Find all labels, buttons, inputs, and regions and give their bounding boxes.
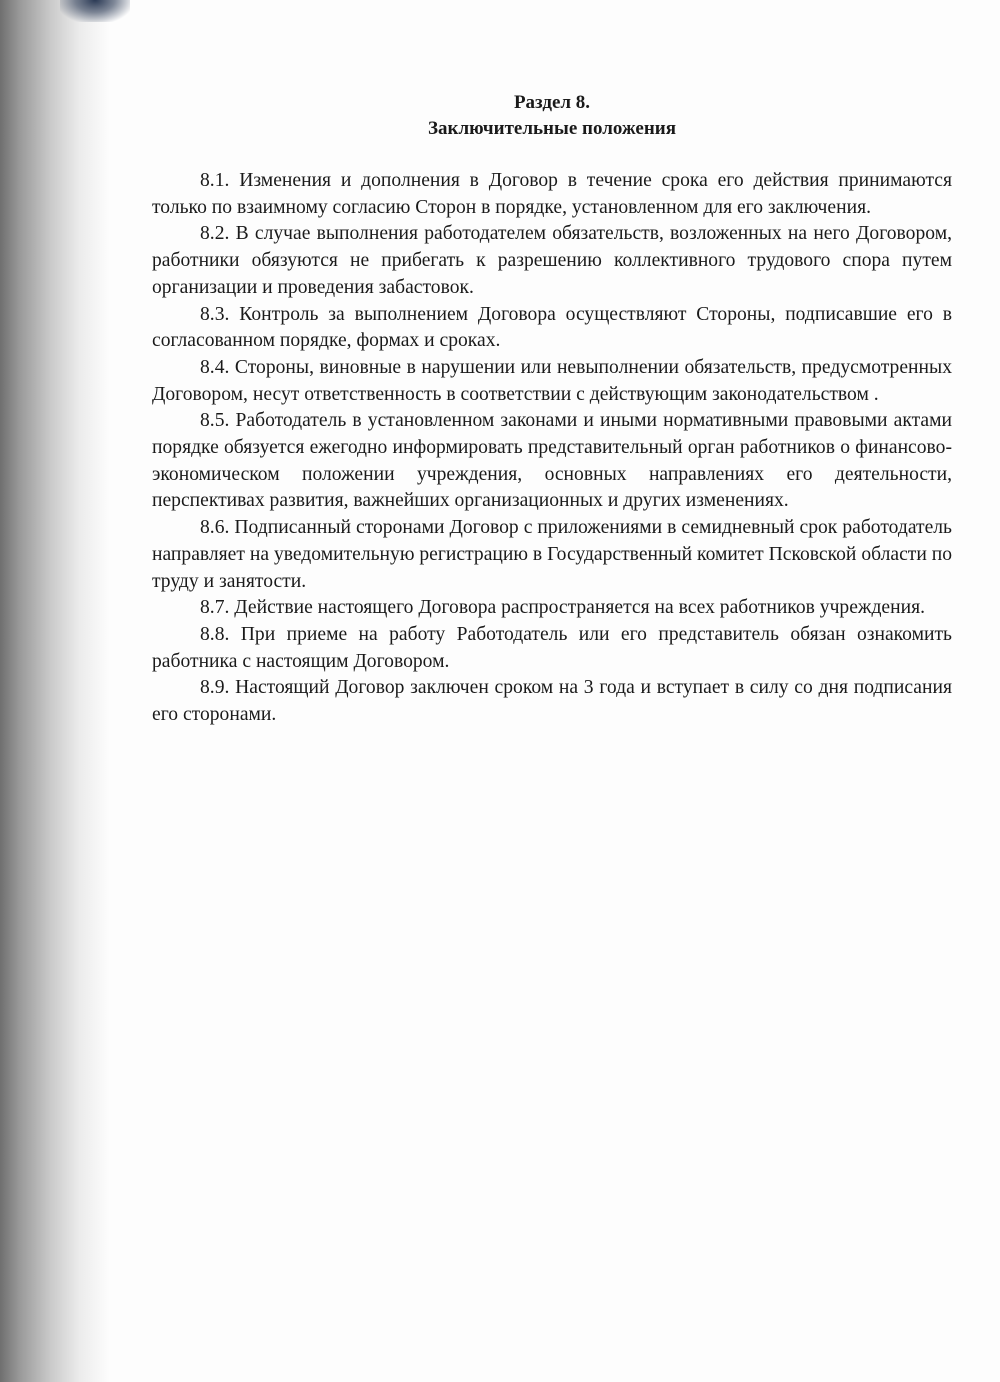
paragraph-8-1: 8.1. Изменения и дополнения в Договор в течение срока его действия принимаются только по взаимному согласию Сторон в порядке, установленном для его заключения.	[152, 170, 952, 218]
binding-shadow	[0, 0, 110, 1382]
section-title: Заключительные положения	[427, 118, 677, 139]
document-body	[152, 90, 952, 729]
paragraph-8-3: 8.3. Контроль за выполнением Договора осуществляют Стороны, подписавшие его в согласованном порядке, формах и сроках.	[152, 303, 952, 352]
paragraph-8-7: 8.7. Действие настоящего Договора распространяется на всех работников учреждения.	[200, 597, 926, 619]
paragraph-8-8: 8.8. При приеме на работу Работодатель или его представитель обязан ознакомить работника с настоящим Договором.	[152, 623, 952, 672]
paragraph-8-2: 8.2. В случае выполнения работодателем обязательств, возложенных на него Договором, работники обязуются не прибегать к разрешению коллективного трудового спора путем организации и проведения забастовок.	[152, 223, 952, 298]
paragraph-8-5: 8.5. Работодатель в установленном законами и иными нормативными правовыми актами порядке обязуется ежегодно информировать представительный орган работников о финансово-экономическом положении учреждения, основных направлениях его деятельности, перспективах развития, важнейших организационных и других изменениях.	[152, 410, 952, 512]
section-heading	[152, 90, 952, 142]
section-number: Раздел 8.	[513, 92, 591, 113]
binding-mark	[60, 0, 130, 22]
paragraph-8-9: 8.9. Настоящий Договор заключен сроком на 3 года и вступает в силу со дня подписания его сторонами.	[152, 677, 952, 726]
paragraph-8-4: 8.4. Стороны, виновные в нарушении или невыполнении обязательств, предусмотренных Договором, несут ответственность в соответствии с действующим законодательством .	[152, 356, 952, 405]
paragraph-8-6: 8.6. Подписанный сторонами Договор с приложениями в семидневный срок работодатель направляет на уведомительную регистрацию в Государственный комитет Псковской области по труду и занятости.	[152, 517, 952, 592]
